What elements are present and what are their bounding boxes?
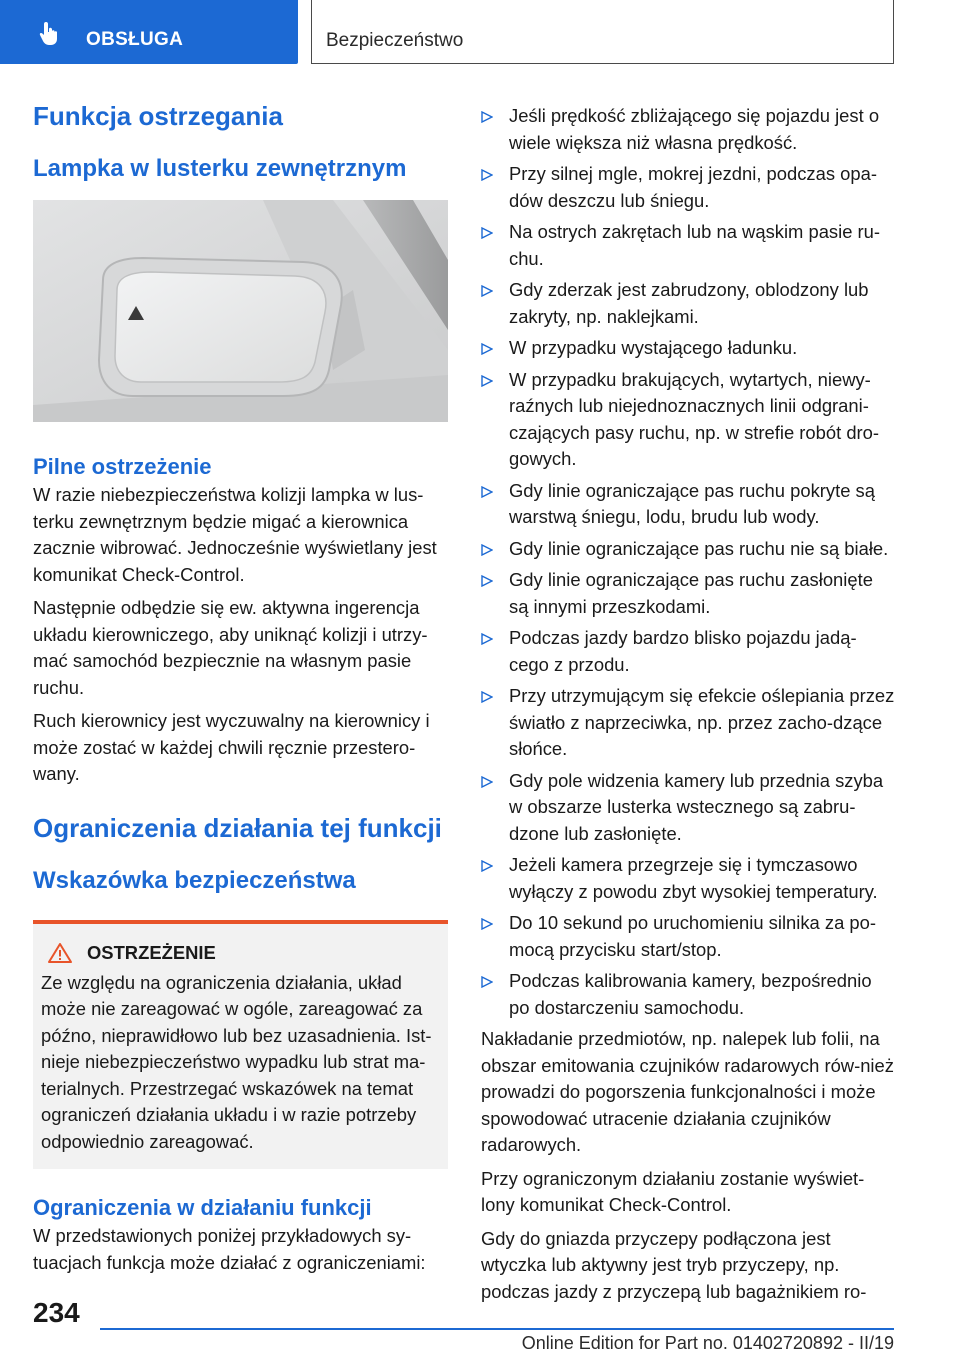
- limitations-list: [481, 103, 896, 1021]
- breadcrumb: [311, 0, 894, 64]
- list-item: [481, 367, 896, 473]
- bullet-triangle-icon: [481, 918, 493, 930]
- list-item-text: Gdy linie ograniczające pas ruchu pokryte są warstwą śniegu, lodu, brudu lub wody.: [509, 479, 875, 527]
- list-item-text: W przypadku brakujących, wytartych, niewy-raźnych lub niejednoznacznych linii odgrani-czających pasy ruchu, np. w strefie robót dro-gowych.: [509, 368, 880, 469]
- bullet-triangle-icon: [481, 375, 493, 387]
- heading-safety-note: Wskazówka bezpieczeństwa: [33, 866, 356, 894]
- warning-triangle-icon: [47, 942, 73, 964]
- heading-function-limits: Ograniczenia w działaniu funkcji: [33, 1195, 372, 1220]
- list-item-text: Podczas jazdy bardzo blisko pojazdu jadą-cego z przodu.: [509, 627, 857, 675]
- left-column: [33, 100, 448, 1283]
- bullet-triangle-icon: [481, 633, 493, 645]
- bullet-triangle-icon: [481, 860, 493, 872]
- list-item-text: Przy silnej mgle, mokrej jezdni, podczas opa-dów deszczu lub śniegu.: [509, 163, 877, 211]
- list-item: [481, 968, 896, 1021]
- bullet-triangle-icon: [481, 544, 493, 556]
- paragraph-radar: Nakładanie przedmiotów, np. nalepek lub folii, na obszar emitowania czujników radarowych rów-nież prowadzi do pogorszenia funkcjonalności i może spowodować utracenie działania czujników radarowych.: [481, 1028, 894, 1155]
- bullet-triangle-icon: [481, 976, 493, 988]
- list-item-text: Gdy linie ograniczające pas ruchu zasłonięte są innymi przeszkodami.: [509, 569, 873, 617]
- list-item: [481, 768, 896, 848]
- section-tab[interactable]: [0, 0, 298, 64]
- right-column: [481, 103, 896, 1312]
- paragraph-check-control: Przy ograniczonym działaniu zostanie wyświet-lony komunikat Check-Control.: [481, 1167, 865, 1215]
- list-item: [481, 852, 896, 905]
- bullet-triangle-icon: [481, 776, 493, 788]
- bullet-triangle-icon: [481, 111, 493, 123]
- warning-text: Ze względu na ograniczenia działania, układ może nie zareagować w ogóle, zareagować za późno, nieprawidłowo lub bez uzasadnienia. Ist-nieje niebezpieczeństwo wypadku lub strat ma-terialnych. Przestrzegać wskazówek na temat ograniczeń działania układu i w razie potrzeby odpowiednio zareagować.: [41, 971, 432, 1152]
- list-item-text: W przypadku wystającego ładunku.: [509, 337, 798, 358]
- list-item-text: Przy utrzymującym się efekcie oślepiania przez światło z naprzeciwka, np. przez zacho-dzące słońce.: [509, 685, 895, 759]
- list-item-text: Jeśli prędkość zbliżającego się pojazdu jest o wiele większa niż własna prędkość.: [509, 105, 880, 153]
- list-item: [481, 103, 896, 156]
- list-item: [481, 567, 896, 620]
- paragraph-trailer: Gdy do gniazda przyczepy podłączona jest wtyczka lub aktywny jest tryb przyczepy, np. podczas jazdy z przyczepą lub bagażnikiem ro-: [481, 1227, 867, 1302]
- paragraph-function-limits: W przedstawionych poniżej przykładowych sy-tuacjach funkcja może działać z ograniczeniami:: [33, 1225, 426, 1273]
- warning-box: [33, 920, 448, 1170]
- page-number: 234: [33, 1297, 80, 1328]
- list-item: [481, 161, 896, 214]
- list-item: [481, 277, 896, 330]
- section-title: Funkcja ostrzegania: [33, 101, 283, 131]
- list-item: [481, 683, 896, 763]
- bullet-triangle-icon: [481, 227, 493, 239]
- subsection-title-mirror: Lampka w lusterku zewnętrznym: [33, 155, 407, 182]
- warning-title: OSTRZEŻENIE: [87, 941, 216, 963]
- list-item-text: Gdy linie ograniczające pas ruchu nie są białe.: [509, 537, 889, 559]
- bullet-triangle-icon: [481, 343, 493, 355]
- list-item: [481, 219, 896, 272]
- list-item-text: Gdy zderzak jest zabrudzony, oblodzony lub zakryty, np. naklejkami.: [509, 279, 869, 327]
- bullet-triangle-icon: [481, 575, 493, 587]
- heading-urgent-warning: Pilne ostrzeżenie: [33, 454, 212, 479]
- list-item: [481, 625, 896, 678]
- list-item: [481, 536, 896, 563]
- footer-edition: Online Edition for Part no. 01402720892 - II/19: [521, 1333, 894, 1353]
- breadcrumb-label: Bezpieczeństwo: [326, 30, 464, 51]
- list-item-text: Gdy pole widzenia kamery lub przednia szyba w obszarze lusterka wstecznego są zabru-dzone lub zasłonięte.: [509, 769, 884, 844]
- bullet-triangle-icon: [481, 486, 493, 498]
- list-item-text: Na ostrych zakrętach lub na wąskim pasie ru-chu.: [509, 221, 881, 269]
- footer-divider: [100, 1328, 894, 1330]
- list-item-text: Podczas kalibrowania kamery, bezpośrednio po dostarczeniu samochodu.: [509, 970, 872, 1018]
- bullet-triangle-icon: [481, 169, 493, 181]
- list-item-text: Do 10 sekund po uruchomieniu silnika za po-mocą przycisku start/stop.: [509, 912, 877, 960]
- bullet-triangle-icon: [481, 691, 493, 703]
- section-tab-label: OBSŁUGA: [86, 29, 184, 50]
- list-item: [481, 910, 896, 963]
- paragraph-urgent-1: W razie niebezpieczeństwa kolizji lampka w lus-terku zewnętrznym będzie migać a kierownica zacznie wibrować. Jednocześnie wyświetlany jest komunikat Check-Control.: [33, 484, 437, 585]
- side-mirror-image: [33, 200, 448, 422]
- paragraph-urgent-3: Ruch kierownicy jest wyczuwalny na kierownicy i może zostać w każdej chwili ręcznie przestero-wany.: [33, 710, 430, 784]
- side-mirror-illustration: [33, 200, 448, 422]
- list-item-text: Jeżeli kamera przegrzeje się i tymczasowo wyłączy z powodu zbyt wysokiej temperatury.: [509, 854, 878, 902]
- list-item: [481, 478, 896, 531]
- hand-pointer-icon: [38, 20, 64, 46]
- heading-limits: Ograniczenia działania tej funkcji: [33, 812, 442, 843]
- list-item: [481, 335, 896, 362]
- bullet-triangle-icon: [481, 285, 493, 297]
- paragraph-urgent-2: Następnie odbędzie się ew. aktywna ingerencja układu kierowniczego, aby uniknąć kolizji i utrzy-mać samochód bezpiecznie na własnym pasie ruchu.: [33, 597, 428, 698]
